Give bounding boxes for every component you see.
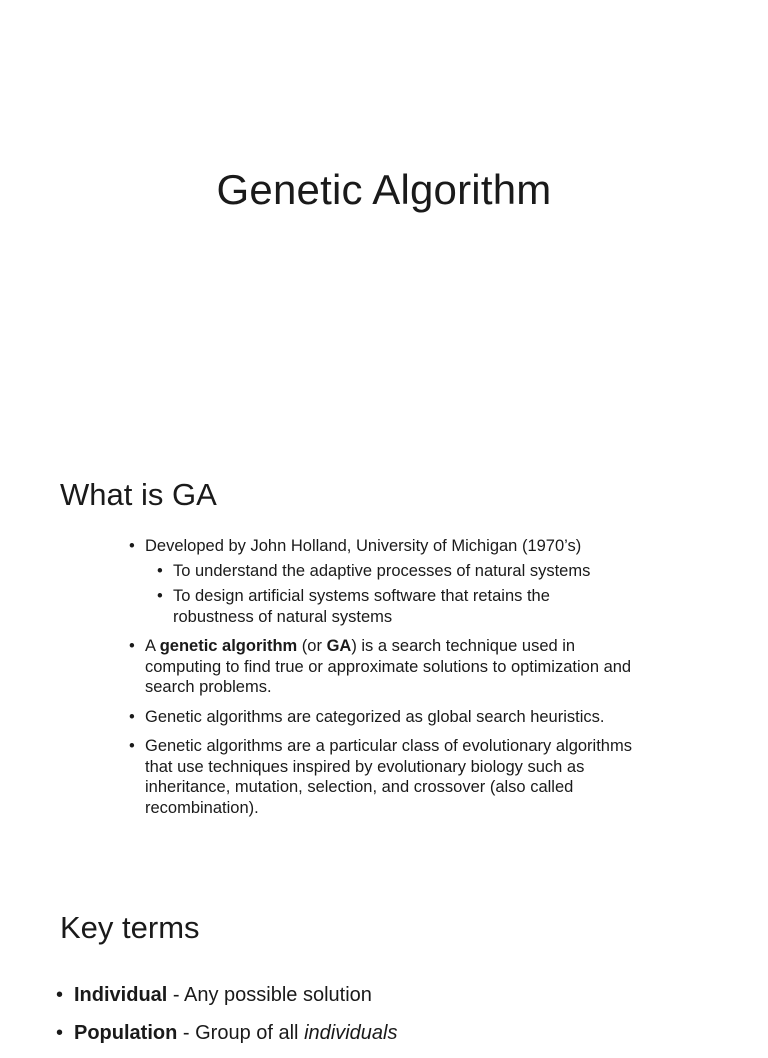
- key-term-description: Group of all: [195, 1022, 305, 1044]
- bullet-marker: •: [129, 637, 135, 655]
- bullet-marker: •: [157, 561, 163, 580]
- what-is-ga-bullet-list: [0, 536, 768, 827]
- bullet-marker: •: [56, 1022, 64, 1044]
- bullet-marker: •: [129, 707, 135, 726]
- key-term-separator: -: [167, 984, 185, 1006]
- key-term-label: Individual: [74, 984, 168, 1006]
- bullet-evolutionary-class-text: Genetic algorithms are a particular class of evolutionary algorithms that use techniques inspired by evolutionary biology such as inheritance, mutation, selection, and crossover (also called recombination).: [145, 737, 632, 817]
- bullet-marker: •: [129, 537, 135, 555]
- key-term-label: Population: [74, 1022, 178, 1044]
- key-term-individual: [56, 982, 768, 1008]
- bullet-marker: •: [129, 737, 135, 755]
- definition-term-genetic-algorithm: genetic algorithm: [159, 637, 298, 655]
- sub-bullet-artificial: [157, 586, 613, 627]
- bullet-marker: •: [157, 587, 163, 605]
- slide-title: Genetic Algorithm: [216, 166, 552, 213]
- bullet-heuristics-text: Genetic algorithms are categorized as global search heuristics.: [145, 707, 605, 726]
- definition-middle: (or: [297, 637, 327, 655]
- bullet-developed-text: Developed by John Holland, University of Michigan (1970’s): [145, 537, 582, 555]
- bullet-evolutionary-class: [129, 736, 637, 818]
- developed-sub-list: [145, 561, 637, 628]
- definition-term-ga: GA: [326, 637, 352, 655]
- sub-bullet-artificial-text: To design artificial systems software that retains the robustness of natural systems: [173, 587, 550, 626]
- section-heading-what-is-ga: What is GA: [60, 477, 217, 512]
- definition-prefix: A: [145, 637, 160, 655]
- definition-suffix: ) is a search technique used in computing to find true or approximate solutions to optimization and search problems.: [145, 637, 632, 696]
- key-term-population: [56, 1020, 768, 1046]
- sub-bullet-adaptive-text: To understand the adaptive processes of natural systems: [173, 561, 591, 580]
- bullet-marker: •: [56, 984, 64, 1006]
- key-terms-list: [0, 982, 768, 1058]
- key-term-separator: -: [177, 1022, 196, 1044]
- sub-bullet-adaptive: [157, 561, 613, 582]
- section-heading-key-terms: Key terms: [60, 910, 200, 945]
- key-term-description-italic: individuals: [304, 1022, 398, 1044]
- bullet-heuristics: [129, 707, 637, 728]
- bullet-definition: [129, 636, 637, 698]
- key-term-description: Any possible solution: [184, 984, 372, 1006]
- bullet-developed: [129, 536, 637, 627]
